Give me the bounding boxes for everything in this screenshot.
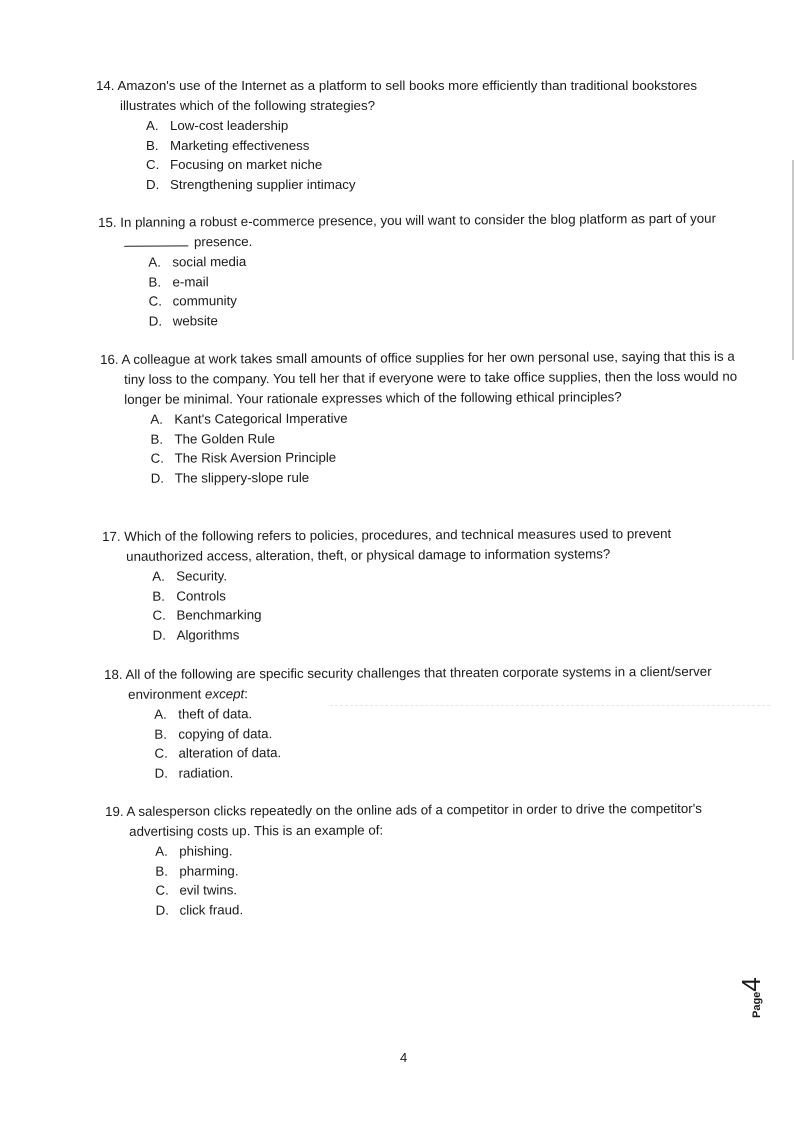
options-list	[96, 116, 720, 194]
question-number: 19.	[105, 803, 124, 819]
question-stem	[102, 524, 746, 567]
option-d	[146, 175, 720, 195]
question-number: 18.	[104, 666, 123, 682]
option-letter: D.	[155, 902, 169, 918]
option-letter: B.	[148, 274, 162, 290]
option-text: Security.	[176, 568, 228, 584]
option-a	[146, 116, 720, 136]
question-15	[98, 209, 723, 331]
question-18	[104, 662, 729, 783]
option-letter: C.	[146, 157, 160, 172]
option-text: Focusing on market niche	[170, 157, 323, 172]
option-letter: C.	[152, 607, 166, 623]
option-text: evil twins.	[179, 882, 238, 898]
option-letter: C.	[155, 882, 169, 898]
question-16	[100, 347, 745, 488]
question-stem	[98, 209, 722, 253]
question-14	[96, 76, 720, 194]
option-letter: A.	[154, 706, 167, 722]
question-19	[105, 799, 730, 920]
option-text: The Golden Rule	[174, 430, 276, 447]
side-page-word: Page	[751, 991, 763, 1018]
question-number: 17.	[102, 528, 121, 544]
question-text: Amazon's use of the Internet as a platform to sell books more efficiently than traditional bookstores illustrates which of the following strategies?	[117, 78, 698, 113]
option-text: The slippery-slope rule	[174, 469, 310, 486]
question-text-end: presence.	[193, 233, 253, 250]
fill-in-blank	[124, 234, 188, 246]
question-text: In planning a robust e-commerce presence, you will want to consider the blog platform as part of your	[120, 210, 717, 230]
option-d	[155, 760, 729, 783]
question-text: A salesperson clicks repeatedly on the online ads of a competitor in order to drive the competitor's advertising costs up. This is an example of:	[126, 800, 702, 839]
options-list	[102, 564, 746, 645]
question-stem	[104, 662, 728, 705]
option-letter: B.	[146, 137, 159, 153]
option-letter: D.	[148, 313, 163, 329]
option-d	[151, 465, 745, 488]
option-letter: A.	[148, 254, 161, 270]
option-c	[146, 155, 720, 175]
question-stem	[100, 347, 744, 410]
option-text: theft of data.	[178, 706, 253, 722]
question-text: A colleague at work takes small amounts of office supplies for her own personal use, saying that this is a tiny loss to the company. You tell her that if everyone were to take office supplies, then the loss would no longer be minimal. Your rationale expresses which of the following ethical principles?	[121, 348, 738, 407]
option-b	[146, 136, 720, 156]
option-text: copying of data.	[178, 725, 273, 742]
option-text: community	[172, 293, 237, 309]
option-text: Benchmarking	[176, 607, 262, 623]
option-d	[153, 622, 747, 645]
option-text: Strengthening supplier intimacy	[170, 176, 356, 192]
question-number: 16.	[100, 351, 119, 367]
question-number: 14.	[96, 78, 115, 93]
option-text: radiation.	[178, 764, 234, 781]
option-letter: C.	[150, 450, 164, 466]
option-letter: D.	[146, 176, 160, 192]
option-letter: B.	[152, 588, 165, 604]
option-text: Algorithms	[176, 626, 240, 643]
option-text: Low-cost leadership	[170, 118, 289, 133]
option-text: The Risk Aversion Principle	[174, 449, 337, 466]
options-list	[100, 407, 744, 488]
option-letter: D.	[152, 627, 166, 643]
option-letter: C.	[154, 745, 168, 761]
option-letter: D.	[154, 765, 168, 781]
question-text-end: :	[244, 686, 248, 702]
option-letter: B.	[154, 726, 167, 742]
side-page-label	[736, 977, 767, 1018]
option-text: click fraud.	[179, 901, 244, 918]
option-d	[156, 897, 730, 920]
option-letter: C.	[148, 293, 162, 309]
options-list	[98, 249, 723, 331]
question-number: 15.	[98, 214, 117, 230]
page-number: 4	[400, 1050, 408, 1065]
option-letter: A.	[155, 843, 168, 859]
option-text: social media	[172, 253, 247, 270]
question-17	[102, 524, 747, 645]
option-text: pharming.	[179, 862, 239, 879]
option-text: Controls	[176, 587, 226, 604]
question-emphasis: except	[204, 686, 245, 702]
option-text: phishing.	[179, 843, 233, 859]
option-letter: D.	[150, 470, 165, 486]
option-text: e-mail	[172, 273, 209, 289]
option-letter: A.	[146, 118, 159, 133]
question-stem	[96, 76, 720, 116]
question-stem	[105, 799, 729, 842]
option-text: alteration of data.	[178, 745, 282, 761]
option-text: Kant's Categorical Imperative	[174, 410, 348, 427]
option-d	[149, 307, 723, 331]
options-list	[105, 839, 729, 920]
options-list	[104, 702, 728, 783]
option-letter: A.	[152, 568, 165, 584]
side-page-number: 4	[736, 977, 766, 992]
option-letter: B.	[150, 431, 164, 447]
option-text: Marketing effectiveness	[170, 137, 310, 153]
question-text: All of the following are specific security challenges that threaten corporate systems in a client/server environment	[125, 663, 712, 702]
question-text: Which of the following refers to policies, procedures, and technical measures used to prevent unauthorized access, alteration, theft, or physical damage to information systems?	[124, 526, 672, 564]
option-letter: B.	[155, 863, 168, 879]
option-letter: A.	[150, 411, 163, 427]
option-text: website	[172, 312, 218, 328]
